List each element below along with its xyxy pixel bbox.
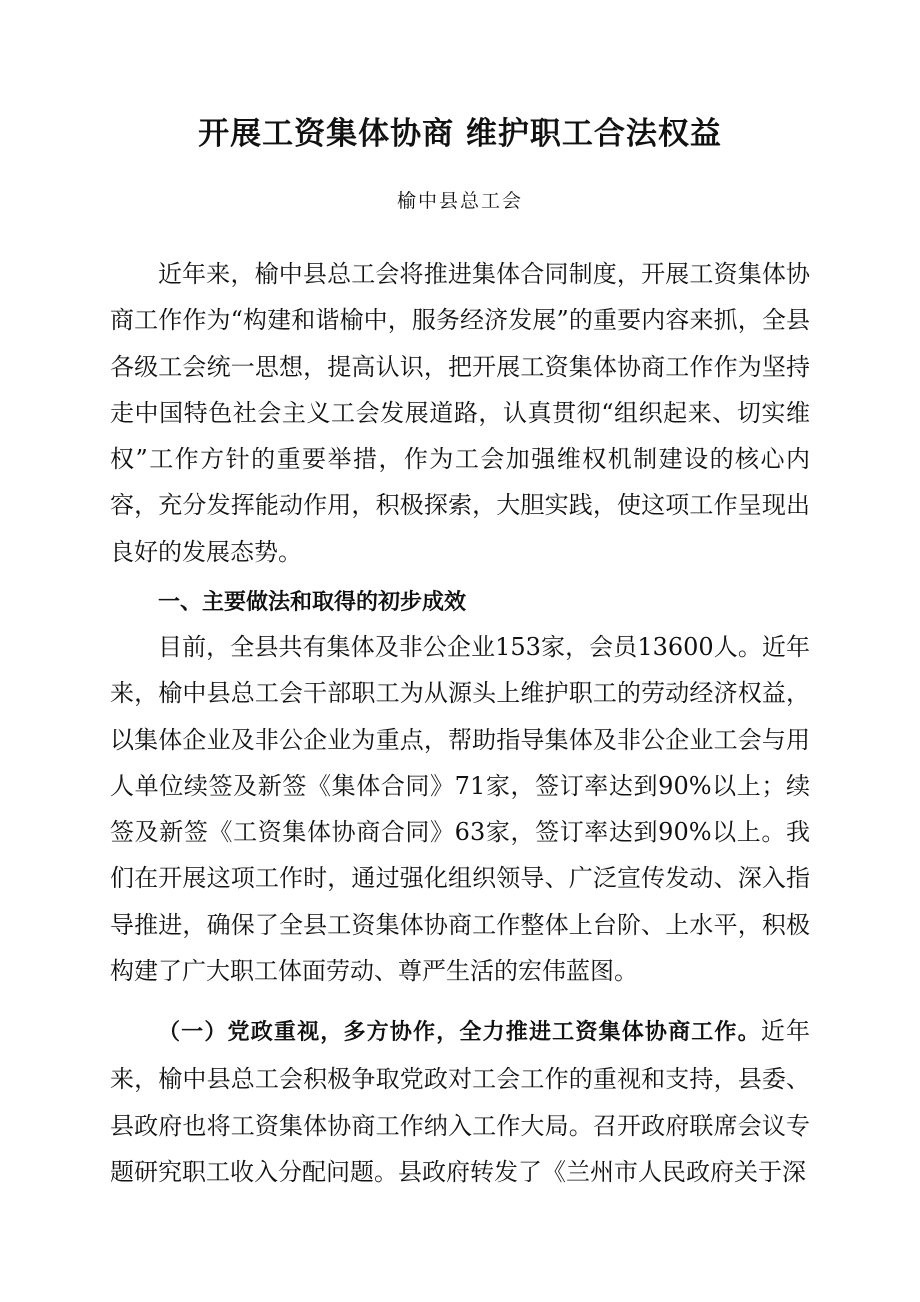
subsection-body: 近年来，榆中县总工会积极争取党政对工会工作的重视和支持，县委、县政府也将工资集体协商工作纳入工作大局。召开政府联席会议专题研究职工收入分配问题。县政府转发了《兰州市人民政府关于深: [110, 1017, 810, 1186]
document-title: 开展工资集体协商 维护职工合法权益: [198, 116, 722, 152]
paragraph-achievements: 目前，全县共有集体及非公企业153家，会员13600人。近年来，榆中县总工会干部职工为从源头上维护职工的劳动经济权益，以集体企业及非公企业为重点，帮助指导集体及非公企业工会与用人单位续签及新签《集体合同》71家，签订率达到90%以上；续签及新签《工资集体协商合同》63家，签订率达到90%以上。我们在开展这项工作时，通过强化组织领导、广泛宣传发动、深入指导推进，确保了全县工资集体协商工作整体上台阶、上水平，积极构建了广大职工体面劳动、尊严生活的宏伟蓝图。: [110, 633, 810, 986]
paragraph-subsection-1: [110, 1008, 810, 1195]
document-author: 榆中县总工会: [396, 190, 523, 212]
paragraph-intro: 近年来，榆中县总工会将推进集体合同制度，开展工资集体协商工作作为“构建和谐榆中，服务经济发展”的重要内容来抓，全县各级工会统一思想，提高认识，把开展工资集体协商工作作为坚持走中国特色社会主义工会发展道路，认真贯彻“组织起来、切实维权”工作方针的重要举措，作为工会加强维权机制建设的核心内容，充分发挥能动作用，积极探索，大胆实践，使这项工作呈现出良好的发展态势。: [110, 260, 810, 566]
subsection-lead: （一）党政重视，多方协作，全力推进工资集体协商工作。: [158, 1020, 761, 1045]
section-heading-1: 一、主要做法和取得的初步成效: [158, 590, 467, 615]
